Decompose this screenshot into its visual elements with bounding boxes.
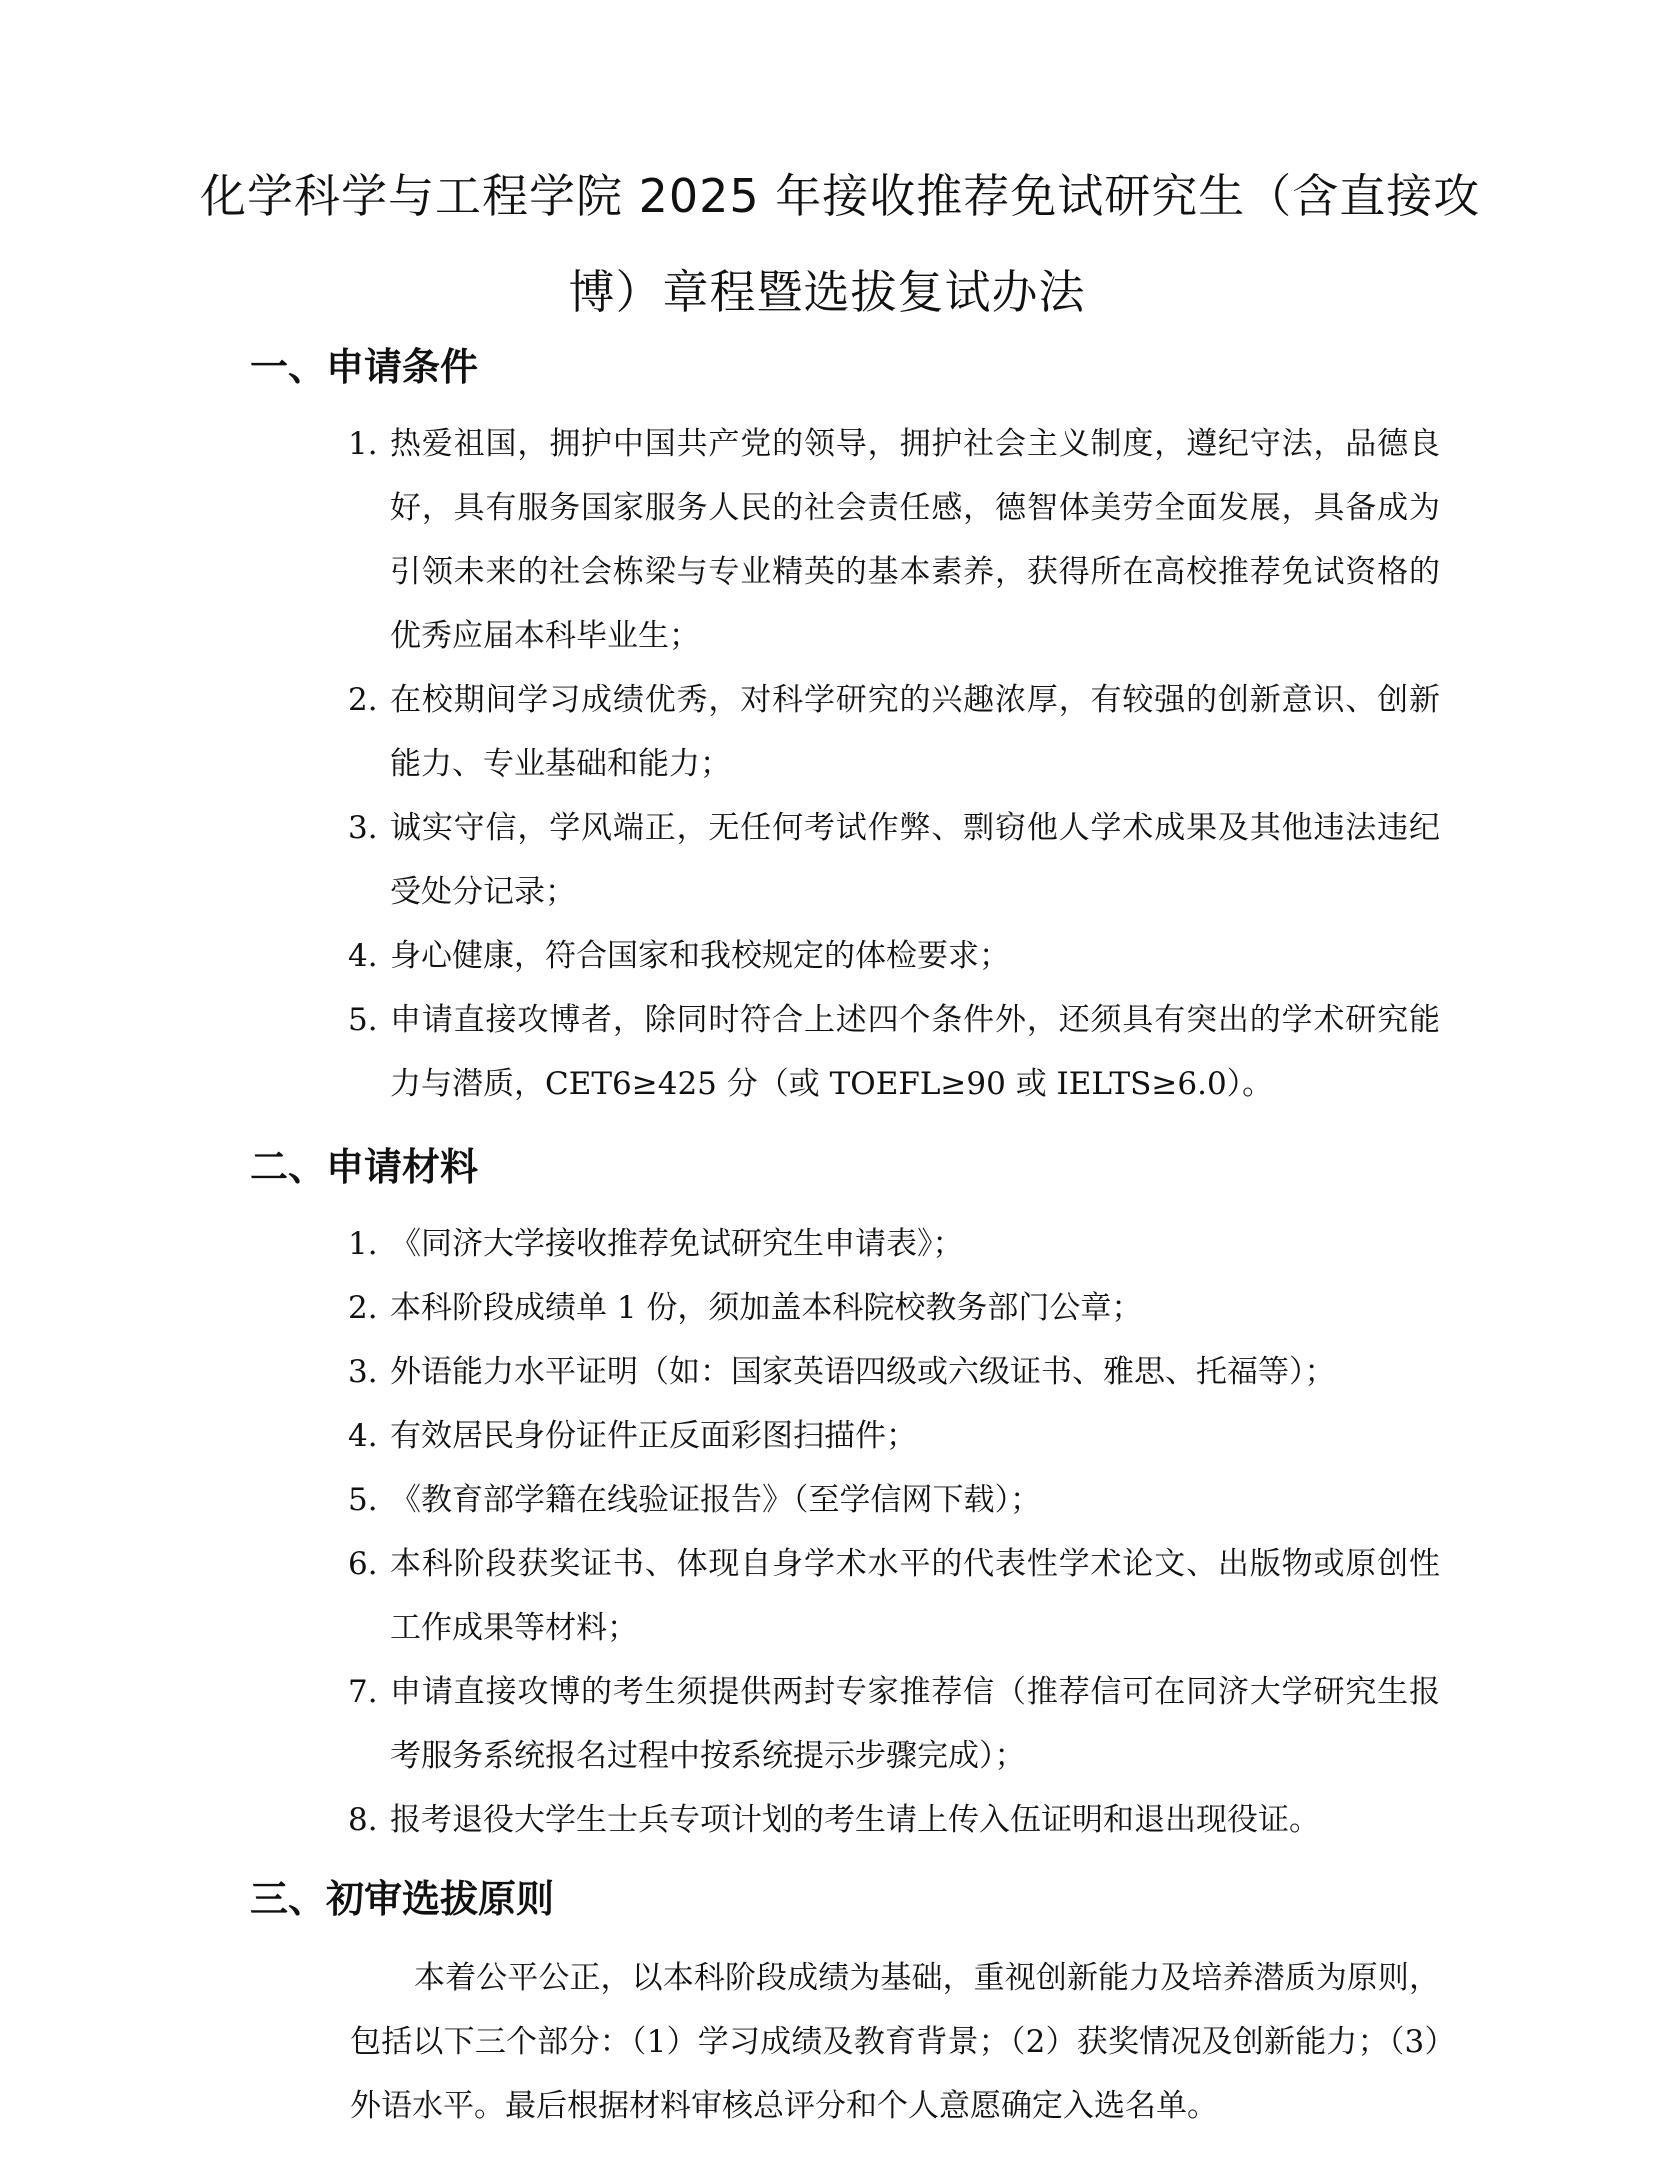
list-item xyxy=(348,412,1440,668)
item-number: 1. xyxy=(348,426,378,462)
application-conditions-list xyxy=(348,412,1440,1116)
item-number: 5. xyxy=(348,1002,378,1038)
item-number: 4. xyxy=(348,1418,378,1454)
application-materials-list xyxy=(348,1212,1440,1852)
item-text: 申请直接攻博的考生须提供两封专家推荐信（推荐信可在同济大学研究生报考服务系统报名过程中按系统提示步骤完成）； xyxy=(390,1674,1440,1774)
item-text: 报考退役大学生士兵专项计划的考生请上传入伍证明和退出现役证。 xyxy=(390,1802,1320,1838)
list-item xyxy=(348,1212,1440,1276)
title-line-2: 博）章程暨选拔复试办法 xyxy=(568,265,1086,319)
item-text: 在校期间学习成绩优秀，对科学研究的兴趣浓厚，有较强的创新意识、创新能力、专业基础和能力； xyxy=(390,682,1440,782)
title-line-1: 化学科学与工程学院 2025 年接收推荐免试研究生（含直接攻 xyxy=(200,169,1481,223)
list-item xyxy=(348,1532,1440,1660)
item-number: 3. xyxy=(348,1354,378,1390)
list-item xyxy=(348,1340,1440,1404)
item-number: 2. xyxy=(348,682,378,718)
list-item xyxy=(348,1276,1440,1340)
section-heading-application-materials: 二、申请材料 xyxy=(250,1145,479,1189)
list-item xyxy=(348,668,1440,796)
item-text: 《教育部学籍在线验证报告》（至学信网下载）； xyxy=(390,1482,1041,1518)
item-text: 本科阶段获奖证书、体现自身学术水平的代表性学术论文、出版物或原创性工作成果等材料； xyxy=(390,1546,1440,1646)
list-item xyxy=(348,1788,1440,1852)
item-number: 2. xyxy=(348,1290,378,1326)
item-text: 《同济大学接收推荐免试研究生申请表》； xyxy=(390,1226,964,1262)
item-text: 有效居民身份证件正反面彩图扫描件； xyxy=(390,1418,917,1454)
item-text: 申请直接攻博者，除同时符合上述四个条件外，还须具有突出的学术研究能力与潜质，CET6≥425 分（或 TOEFL≥90 或 IELTS≥6.0）。 xyxy=(390,1002,1440,1102)
list-item xyxy=(348,796,1440,924)
item-number: 7. xyxy=(348,1674,378,1710)
item-number: 3. xyxy=(348,810,378,846)
item-number: 8. xyxy=(348,1802,378,1838)
item-number: 1. xyxy=(348,1226,378,1262)
item-text: 诚实守信，学风端正，无任何考试作弊、剽窃他人学术成果及其他违法违纪受处分记录； xyxy=(390,810,1440,910)
list-item xyxy=(348,1660,1440,1788)
selection-principles-paragraph: 本着公平公正，以本科阶段成绩为基础，重视创新能力及培养潜质为原则， 包括以下三个部分：（1）学习成绩及教育背景；（2）获奖情况及创新能力；（3）外语水平。最后根据材料审核总评分和个人意愿确定入选名单。 xyxy=(350,1960,1440,2124)
section-heading-application-conditions: 一、申请条件 xyxy=(250,345,479,389)
list-item xyxy=(348,1468,1440,1532)
item-text: 身心健康，符合国家和我校规定的体检要求； xyxy=(390,938,1010,974)
item-text: 外语能力水平证明（如：国家英语四级或六级证书、雅思、托福等）； xyxy=(390,1354,1336,1390)
item-number: 4. xyxy=(348,938,378,974)
item-number: 6. xyxy=(348,1546,378,1582)
list-item xyxy=(348,1404,1440,1468)
item-text: 热爱祖国，拥护中国共产党的领导，拥护社会主义制度，遵纪守法，品德良好，具有服务国家服务人民的社会责任感，德智体美劳全面发展，具备成为引领未来的社会栋梁与专业精英的基本素养，获得所在高校推荐免试资格的优秀应届本科毕业生； xyxy=(390,426,1440,654)
section-heading-selection-principles: 三、初审选拔原则 xyxy=(250,1877,555,1921)
item-number: 5. xyxy=(348,1482,378,1518)
list-item xyxy=(348,988,1440,1116)
list-item xyxy=(348,924,1440,988)
item-text: 本科阶段成绩单 1 份，须加盖本科院校教务部门公章； xyxy=(390,1290,1143,1326)
document-title xyxy=(200,148,1481,340)
